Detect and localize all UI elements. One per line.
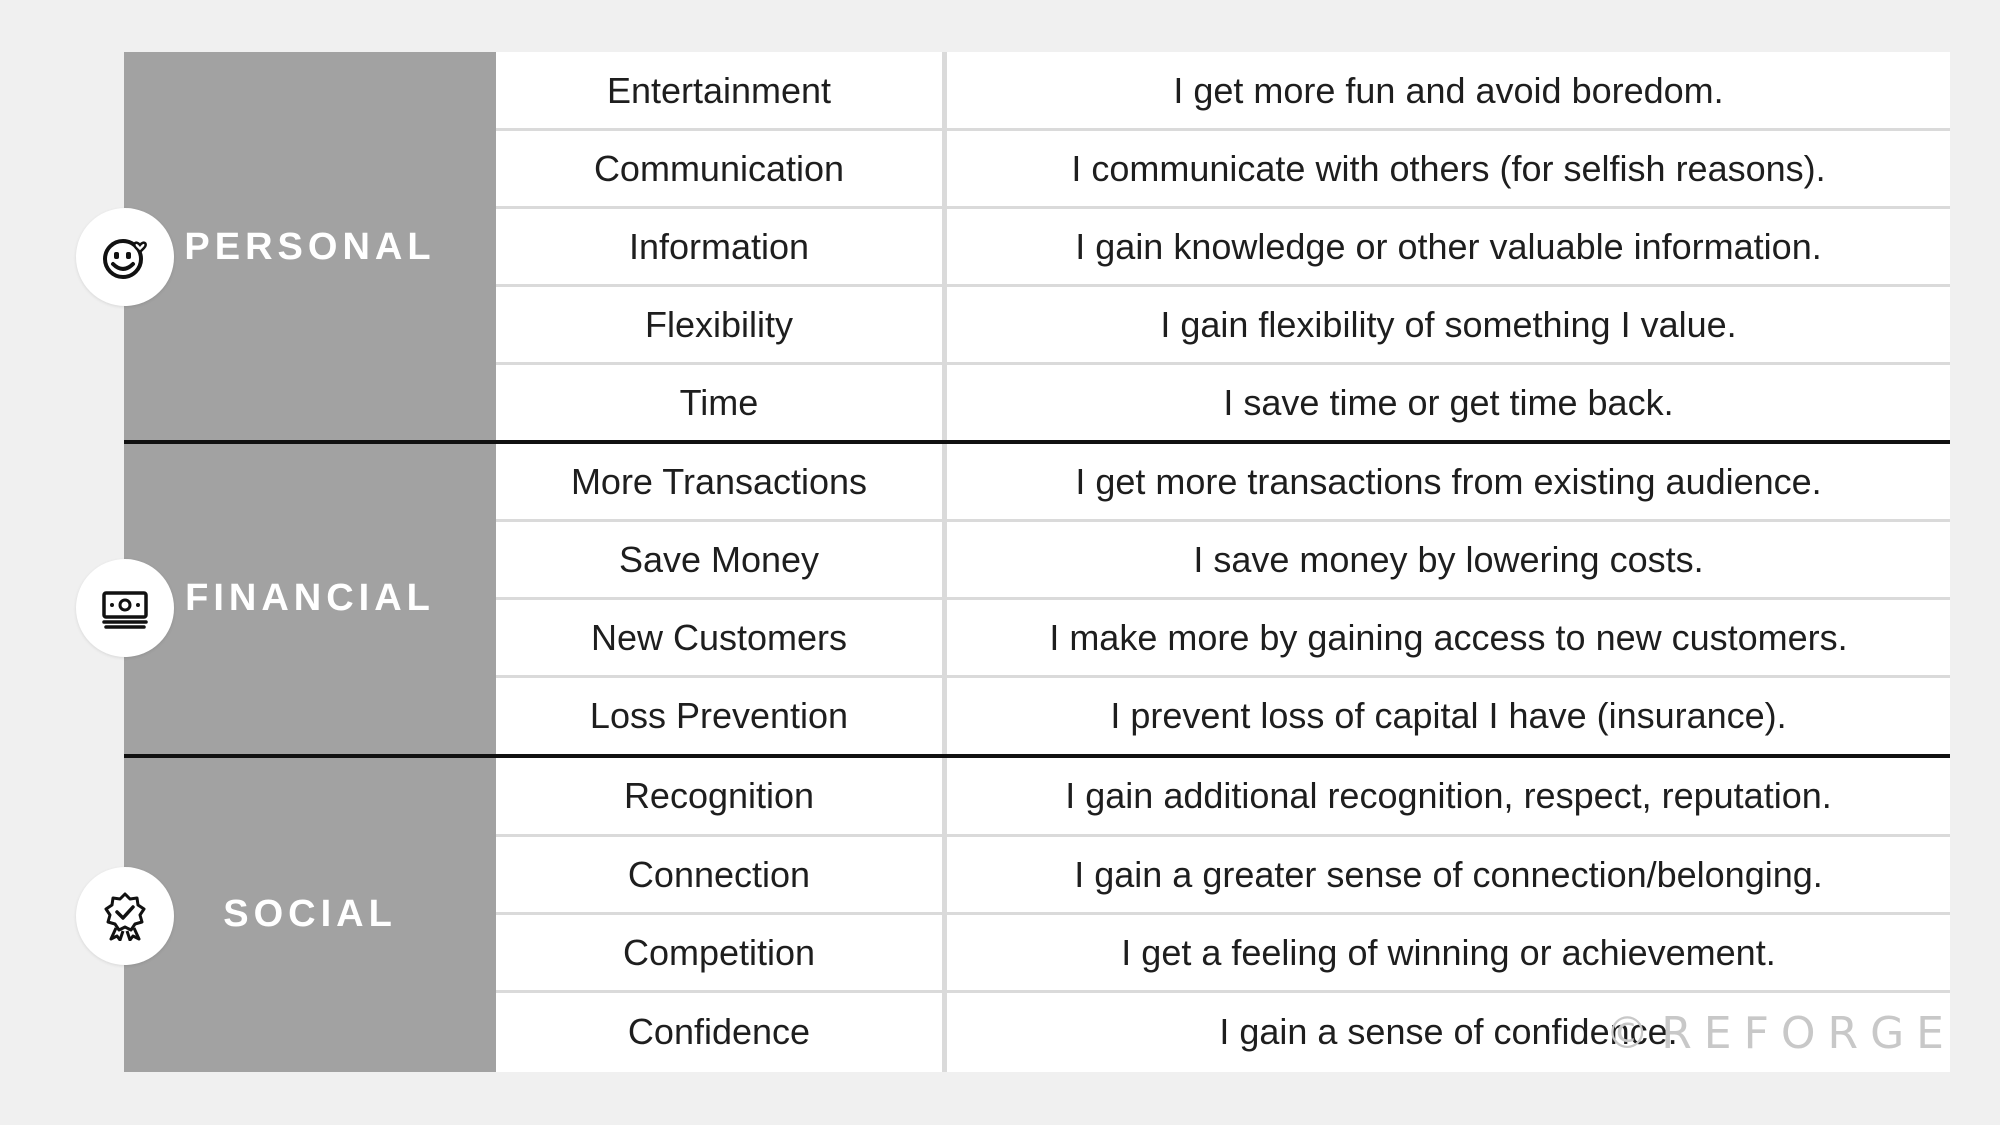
value-type: New Customers (590, 617, 848, 658)
column-divider (942, 52, 947, 1072)
category-personal (124, 52, 496, 442)
value-description: I make more by gaining access to new customers. (1049, 617, 1848, 658)
value-description: I communicate with others (for selfish reasons). (1071, 148, 1826, 189)
value-type: Flexibility (644, 304, 794, 345)
table-row (496, 208, 1950, 286)
row-divider (496, 675, 1950, 678)
value-description: I gain a sense of confidence. (1219, 1011, 1678, 1052)
table-row (496, 52, 1950, 130)
value-type: Communication (593, 148, 845, 189)
category-social (124, 756, 496, 1072)
value-description: I gain flexibility of something I value. (1160, 304, 1737, 345)
value-type: Loss Prevention (589, 695, 849, 736)
table-row (496, 757, 1950, 835)
table-row (496, 836, 1950, 914)
value-type: Confidence (627, 1011, 811, 1052)
value-description: I get more fun and avoid boredom. (1173, 70, 1724, 111)
table-row (496, 364, 1950, 442)
value-description: I save money by lowering costs. (1193, 539, 1704, 580)
row-divider (496, 912, 1950, 915)
table-row (496, 130, 1950, 208)
value-type: Information (628, 226, 810, 267)
category-label-social: SOCIAL (223, 893, 397, 935)
category-separator (124, 754, 1950, 758)
row-divider (496, 597, 1950, 600)
table-row (496, 599, 1950, 677)
value-type: Recognition (623, 775, 815, 816)
row-divider (496, 834, 1950, 837)
value-description: I gain a greater sense of connection/belonging. (1074, 854, 1823, 895)
value-description: I prevent loss of capital I have (insurance). (1110, 695, 1787, 736)
watermark: ©REFORGE (1605, 1008, 1956, 1059)
value-description: I gain knowledge or other valuable information. (1075, 226, 1822, 267)
category-label-financial: FINANCIAL (185, 577, 435, 619)
category-financial (124, 442, 496, 756)
value-type: Competition (622, 932, 816, 973)
row-divider (496, 206, 1950, 209)
table-row (496, 914, 1950, 992)
table-row (496, 521, 1950, 599)
value-table (124, 52, 1950, 1072)
value-type: More Transactions (570, 461, 868, 502)
value-description: I save time or get time back. (1223, 382, 1674, 423)
row-divider (496, 519, 1950, 522)
row-divider (496, 990, 1950, 993)
table-row (496, 443, 1950, 521)
value-description: I get more transactions from existing audience. (1075, 461, 1822, 502)
row-divider (496, 284, 1950, 287)
value-type: Connection (627, 854, 811, 895)
table-row (496, 677, 1950, 755)
value-type: Save Money (618, 539, 820, 580)
value-type: Time (679, 382, 759, 423)
category-label-personal: PERSONAL (184, 226, 436, 268)
table-row (496, 286, 1950, 364)
value-description: I get a feeling of winning or achievement. (1121, 932, 1776, 973)
value-description: I gain additional recognition, respect, reputation. (1065, 775, 1832, 816)
row-divider (496, 128, 1950, 131)
value-type: Entertainment (606, 70, 832, 111)
category-separator (124, 440, 1950, 444)
row-divider (496, 362, 1950, 365)
